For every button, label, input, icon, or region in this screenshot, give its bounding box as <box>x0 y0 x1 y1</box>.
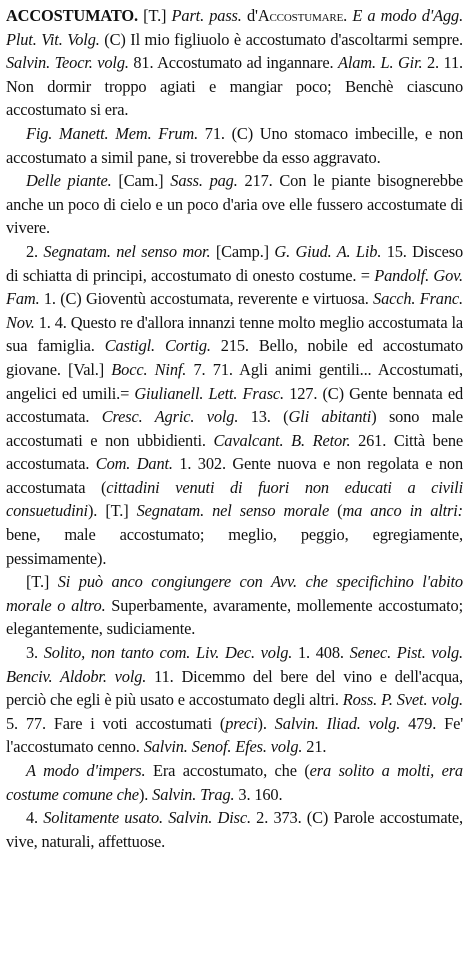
text-run: 21. <box>302 737 327 757</box>
citation-text: preci <box>225 713 258 733</box>
text-run: [T.] <box>137 6 172 25</box>
citation-text: Si può anco congiungere con Avv. che specifichino l'abito morale o altro. <box>6 572 463 615</box>
text-run: 2. 373. (C) Parole accostumate, vive, naturali, affettuose. <box>6 808 463 851</box>
text-run: 127. (C) Gente bennata ed accostumata. <box>6 383 463 427</box>
text-run: 11. Dicemmo del bere del vino e dell'acqua, perciò che egli è più usato e accostumato degli altri. <box>6 666 463 710</box>
text-run: 3. <box>26 643 44 663</box>
citation-text: cittadini venuti di fuori non educati a civili consuetudini <box>6 477 463 521</box>
citation-text: Solito, non tanto com. Liv. Dec. volg. <box>43 643 293 663</box>
text-run: Superbamente, avaramente, mollemente accostumato; elegantemente, sudiciamente. <box>6 595 463 639</box>
citation-text: Salvin. Teocr. volg. <box>6 53 129 73</box>
text-run: ). [T.] <box>87 501 137 521</box>
citation-text: Delle piante. <box>26 171 112 191</box>
text-run: 479. Fe' l'accostumato cenno. <box>6 713 463 757</box>
citation-text: Segnatam. nel senso morale <box>136 501 330 521</box>
text-run: 215. Bello, nobile ed accostumato giovane. [Val.] <box>6 336 463 379</box>
text-run: 217. Con le piante bisognerebbe anche un poco di cielo e un poco d'aria ove elle fussero accostumate di vivere. <box>6 171 463 238</box>
citation-text: Sass. pag. <box>170 171 238 191</box>
entry-paragraph <box>6 122 463 169</box>
text-run: d' <box>241 6 258 25</box>
text-run: 4. <box>26 808 44 828</box>
entry-paragraph <box>6 240 463 570</box>
text-run: [Camp.] <box>210 241 275 261</box>
text-run: 7. 71. Agli animi gentili... Accostumati, angelici ed umili.= <box>6 359 464 403</box>
text-run: bene, male accostumato; meglio, peggio, egregiamente, pessimamente). <box>6 525 463 568</box>
text-run: ) sono male accostumati e non ubbidienti. <box>6 407 463 450</box>
citation-text: Senec. Pist. volg. Benciv. Aldobr. volg. <box>6 643 463 686</box>
citation-text: A modo d'impers. <box>26 761 146 780</box>
citation-text: Sacch. Franc. Nov. <box>6 289 463 332</box>
entry-paragraph <box>6 641 463 759</box>
citation-text: Cresc. Agric. volg. <box>101 407 239 427</box>
text-run: 81. Accostumato ad ingannare. <box>128 53 338 73</box>
citation-text: Salvin. Trag. <box>152 784 235 804</box>
entry-paragraph <box>6 570 463 641</box>
text-run: 2. 11. Non dormir troppo agiati e mangiar poco; Benchè ciascuno accostumato si era. <box>6 53 463 120</box>
text-run: (C) Il mio figliuolo è accostumato d'ascoltarmi sempre. <box>99 29 463 49</box>
citation-text: Giulianell. Lett. Frasc. <box>134 383 284 403</box>
text-run: ). <box>138 784 153 804</box>
citation-text: era solito a molti, era costume comune che <box>6 761 463 804</box>
dictionary-entry-accostumato <box>6 4 463 853</box>
text-run: 1. 302. Gente nuova e non regolata e non accostumata ( <box>6 454 464 497</box>
entry-paragraph <box>6 759 463 806</box>
entry-paragraph <box>6 169 463 240</box>
citation-text: Pandolf. Gov. Fam. <box>6 265 463 309</box>
text-run: 5. 77. Fare i voti accostumati ( <box>6 713 226 733</box>
citation-text: Salvin. Senof. Efes. volg. <box>143 737 303 757</box>
text-run: 2. <box>26 241 44 261</box>
text-run: 1. 4. Questo re d'allora innanzi tenne molto meglio accostumata la sua famiglia. <box>6 312 463 356</box>
text-run: 71. (C) Uno stomaco imbecille, e non accostumato a simil pane, si troverebbe da esso aggravato. <box>6 123 463 167</box>
citation-text: Cavalcant. B. Retor. <box>213 430 351 450</box>
text-run: 15. Disceso di schiatta di principi, accostumato di onesto costume. = <box>6 241 464 285</box>
citation-text: Part. pass. <box>171 6 242 25</box>
citation-text: Com. Dant. <box>95 454 173 474</box>
entry-paragraph <box>6 4 463 122</box>
text-run: 261. Città bene accostumata. <box>6 430 463 474</box>
entry-paragraph <box>6 806 463 853</box>
text-run: [T.] <box>26 572 58 592</box>
citation-text: Gli abitanti <box>288 407 372 427</box>
citation-text: Castigl. Cortig. <box>104 336 211 356</box>
lemma-reference: Accostumare. <box>257 6 348 25</box>
citation-text: G. Giud. A. Lib. <box>274 241 382 261</box>
citation-text: E a modo d'Agg. Plut. Vit. Volg. <box>6 6 464 49</box>
citation-text: Alam. L. Gir. <box>338 53 423 73</box>
text-run: 1. 408. <box>292 643 350 663</box>
citation-text: Solitamente usato. Salvin. Disc. <box>43 808 251 828</box>
text-run: ( <box>329 501 343 521</box>
text-run: ). <box>257 713 275 733</box>
text-run: 13. ( <box>238 407 289 427</box>
text-run: Era accostumato, che ( <box>145 761 310 780</box>
text-run: 1. (C) Gioventù accostumata, reverente e virtuosa. <box>39 289 374 309</box>
text-run: 3. 160. <box>234 784 283 804</box>
citation-text: Fig. Manett. Mem. Frum. <box>26 123 199 143</box>
headword: ACCOSTUMATO. <box>6 6 138 25</box>
text-run: [Cam.] <box>111 171 171 191</box>
citation-text: Salvin. Iliad. volg. <box>274 713 401 733</box>
citation-text: Ross. P. Svet. volg. <box>342 690 463 710</box>
citation-text: Bocc. Ninf. <box>111 359 187 379</box>
citation-text: ma anco in altri: <box>342 501 463 521</box>
citation-text: Segnatam. nel senso mor. <box>43 241 211 261</box>
